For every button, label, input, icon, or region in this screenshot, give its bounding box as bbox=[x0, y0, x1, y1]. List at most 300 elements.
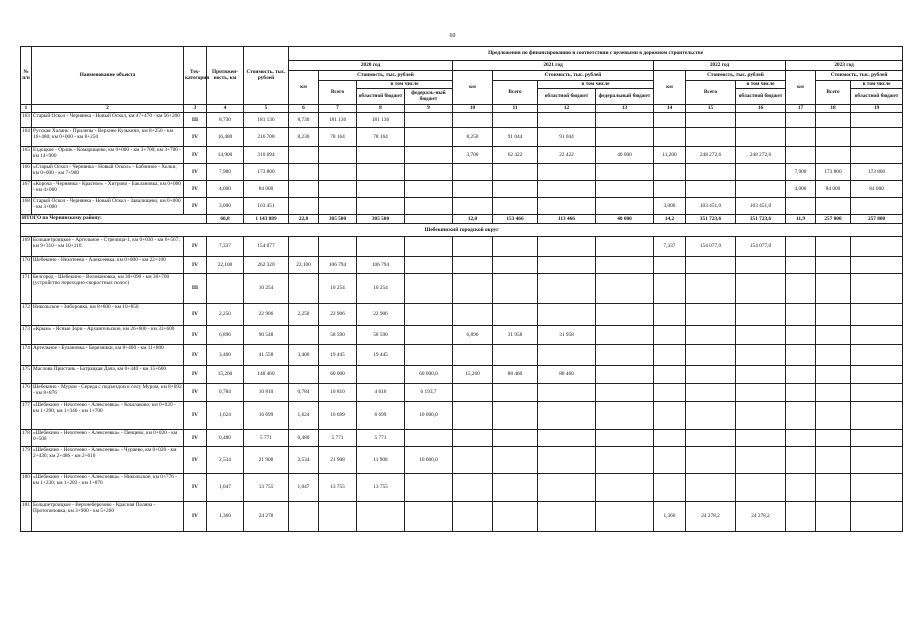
cell-c18 bbox=[816, 502, 851, 532]
object-name: Старый Оскол - Чернянка - Новый Оскол, км 47+470 - км 56+200 bbox=[32, 113, 184, 128]
row-number: 176 bbox=[21, 384, 32, 402]
cell-c9 bbox=[405, 164, 453, 181]
total-c8: 305 500 bbox=[357, 215, 405, 224]
cell-c14 bbox=[654, 274, 686, 304]
table-row bbox=[21, 345, 903, 366]
header-cost-sub: Стоимость, тыс. рублей bbox=[493, 71, 654, 81]
cell-c13 bbox=[596, 128, 654, 147]
total-c16: 351 723,6 bbox=[736, 215, 786, 224]
column-number: 14 bbox=[654, 105, 686, 113]
cell-c17 bbox=[786, 274, 816, 304]
cell-c15: 154 077,0 bbox=[686, 237, 736, 257]
cell-c16 bbox=[736, 384, 786, 402]
table-row bbox=[21, 164, 903, 181]
cell-cost: 310 694 bbox=[244, 147, 289, 164]
row-number: 178 bbox=[21, 430, 32, 447]
cell-c11 bbox=[493, 345, 538, 366]
cell-c7 bbox=[319, 164, 357, 181]
cell-c8: 181 136 bbox=[357, 113, 405, 128]
cell-c15 bbox=[686, 430, 736, 447]
tech-category: IV bbox=[184, 147, 207, 164]
table-row bbox=[21, 326, 903, 345]
cell-c6 bbox=[289, 366, 319, 384]
cell-c17 bbox=[786, 304, 816, 326]
column-number: 16 bbox=[736, 105, 786, 113]
total-c12: 113 466 bbox=[538, 215, 596, 224]
road-financing-table bbox=[20, 46, 903, 532]
header-including: в том числе bbox=[538, 81, 654, 89]
cell-c18 bbox=[816, 198, 851, 215]
cell-c8 bbox=[357, 164, 405, 181]
cell-cost: 10 254 bbox=[244, 274, 289, 304]
cell-c10 bbox=[453, 502, 493, 532]
cell-c14 bbox=[654, 366, 686, 384]
cell-c9 bbox=[405, 430, 453, 447]
row-number: 165 bbox=[21, 147, 32, 164]
cell-c6 bbox=[289, 326, 319, 345]
cell-c8: 6 699 bbox=[357, 402, 405, 430]
cell-c15 bbox=[686, 326, 736, 345]
cell-c7: 21 908 bbox=[319, 447, 357, 474]
cell-c13 bbox=[596, 447, 654, 474]
cell-c16: 103 451,0 bbox=[736, 198, 786, 215]
cell-c10: 15,260 bbox=[453, 366, 493, 384]
cell-c15 bbox=[686, 402, 736, 430]
row-number: 173 bbox=[21, 326, 32, 345]
cell-c8 bbox=[357, 181, 405, 198]
cell-c17 bbox=[786, 326, 816, 345]
column-number: 10 bbox=[453, 105, 493, 113]
cell-c14: 7,337 bbox=[654, 237, 686, 257]
cell-c15: 103 451,0 bbox=[686, 198, 736, 215]
cell-c19 bbox=[851, 304, 903, 326]
cell-c11: 31 958 bbox=[493, 326, 538, 345]
header-total: Всего bbox=[816, 81, 851, 105]
header-total: Всего bbox=[319, 81, 357, 105]
cell-c10 bbox=[453, 237, 493, 257]
cell-c11 bbox=[493, 502, 538, 532]
cell-c13: 40 000 bbox=[596, 147, 654, 164]
header-num: № п/п bbox=[21, 47, 32, 105]
cell-c8: 78 164 bbox=[357, 128, 405, 147]
cell-c10: 3,700 bbox=[453, 147, 493, 164]
cell-c18 bbox=[816, 447, 851, 474]
cell-c15: 248 272,6 bbox=[686, 147, 736, 164]
cell-c19 bbox=[851, 474, 903, 502]
cell-c12 bbox=[538, 402, 596, 430]
table-row bbox=[21, 113, 903, 128]
cell-cost: 13 755 bbox=[244, 474, 289, 502]
cell-c9: 6 193,7 bbox=[405, 384, 453, 402]
cell-c13 bbox=[596, 384, 654, 402]
cell-c11 bbox=[493, 384, 538, 402]
cell-c18 bbox=[816, 257, 851, 274]
row-number: 172 bbox=[21, 304, 32, 326]
cell-c14 bbox=[654, 345, 686, 366]
cell-c18 bbox=[816, 147, 851, 164]
cell-c8: 10 254 bbox=[357, 274, 405, 304]
table-row bbox=[21, 257, 903, 274]
header-cost-sub: Стоимость, тыс. рублей bbox=[319, 71, 453, 81]
cell-c6 bbox=[289, 274, 319, 304]
cell-len: 2,534 bbox=[207, 447, 244, 474]
cell-c6: 1,624 bbox=[289, 402, 319, 430]
cell-c13 bbox=[596, 181, 654, 198]
table-row bbox=[21, 304, 903, 326]
cell-c17 bbox=[786, 198, 816, 215]
tech-category: IV bbox=[184, 384, 207, 402]
cell-c12: 31 958 bbox=[538, 326, 596, 345]
cell-len: 0,784 bbox=[207, 384, 244, 402]
cell-c6: 8,730 bbox=[289, 113, 319, 128]
column-number: 4 bbox=[207, 105, 244, 113]
cell-cost: 16 699 bbox=[244, 402, 289, 430]
object-name: Ездоцкое - Орлик - Комарищево, км 0+000 - км 3+700; км 3+700 - км 14+900 bbox=[32, 147, 184, 164]
cell-c8: 58 590 bbox=[357, 326, 405, 345]
cell-c17 bbox=[786, 345, 816, 366]
object-name: Большетроицкое - Верхнеберезово - Красная Поляна - Протопоповка, км 3+900 - км 5+260 bbox=[32, 502, 184, 532]
cell-c7 bbox=[319, 181, 357, 198]
total-c13: 40 000 bbox=[596, 215, 654, 224]
cell-c18 bbox=[816, 237, 851, 257]
cell-c6 bbox=[289, 181, 319, 198]
header-including: в том числе bbox=[851, 81, 903, 89]
cell-c11 bbox=[493, 257, 538, 274]
object-name: Маслова Пристань - Батрацкая Дача, км 0+340 - км 15+600 bbox=[32, 366, 184, 384]
cell-c11 bbox=[493, 237, 538, 257]
cell-c6: 2,250 bbox=[289, 304, 319, 326]
row-number: 179 bbox=[21, 447, 32, 474]
cell-len: 3,400 bbox=[207, 345, 244, 366]
cell-c18: 84 000 bbox=[816, 181, 851, 198]
cell-len: 6,896 bbox=[207, 326, 244, 345]
cell-c9 bbox=[405, 274, 453, 304]
cell-c16 bbox=[736, 474, 786, 502]
cell-c19 bbox=[851, 384, 903, 402]
tech-category: IV bbox=[184, 366, 207, 384]
cell-len: 1,047 bbox=[207, 474, 244, 502]
tech-category: IV bbox=[184, 502, 207, 532]
cell-c8 bbox=[357, 147, 405, 164]
cell-c15 bbox=[686, 474, 736, 502]
cell-c19: 173 800 bbox=[851, 164, 903, 181]
tech-category: III bbox=[184, 274, 207, 304]
cell-c13 bbox=[596, 474, 654, 502]
cell-c11 bbox=[493, 430, 538, 447]
cell-c6 bbox=[289, 198, 319, 215]
cell-c10: 8,250 bbox=[453, 128, 493, 147]
cell-c16: 154 077,0 bbox=[736, 237, 786, 257]
cell-c19 bbox=[851, 502, 903, 532]
header-including: в том числе bbox=[736, 81, 786, 89]
tech-category: IV bbox=[184, 447, 207, 474]
cell-c15 bbox=[686, 274, 736, 304]
row-number: 170 bbox=[21, 257, 32, 274]
cell-len: 1,624 bbox=[207, 402, 244, 430]
cell-c16 bbox=[736, 257, 786, 274]
tech-category: IV bbox=[184, 402, 207, 430]
tech-category: IV bbox=[184, 304, 207, 326]
cell-c17 bbox=[786, 447, 816, 474]
column-number: 1 bbox=[21, 105, 32, 113]
cell-c6: 3,400 bbox=[289, 345, 319, 366]
cell-c14 bbox=[654, 113, 686, 128]
cell-len: 8,730 bbox=[207, 113, 244, 128]
cell-cost: 262 320 bbox=[244, 257, 289, 274]
tech-category: IV bbox=[184, 474, 207, 502]
total-label: ИТОГО по Чернянскому району: bbox=[21, 215, 207, 224]
cell-c7: 106 794 bbox=[319, 257, 357, 274]
cell-c18: 173 800 bbox=[816, 164, 851, 181]
object-name: «Шебекино - Нехотеево - Алексеевка» - Никольское, км 0+776 - км 1+230; км 1+283 - км 1+876 bbox=[32, 474, 184, 502]
header-including: в том числе bbox=[357, 81, 453, 89]
object-name: «Короча - Чернянка - Красное» - Хитрово - Баклановка, км 0+000 - км 4+000 bbox=[32, 181, 184, 198]
cell-cost: 24 278 bbox=[244, 502, 289, 532]
cell-len: 16,480 bbox=[207, 128, 244, 147]
cell-c12: 88 460 bbox=[538, 366, 596, 384]
header-year-2021: 2021 год bbox=[453, 61, 654, 71]
header-regional: областной бюджет bbox=[851, 89, 903, 105]
total-c7: 305 500 bbox=[319, 215, 357, 224]
cell-c18 bbox=[816, 304, 851, 326]
cell-c11 bbox=[493, 402, 538, 430]
cell-c9 bbox=[405, 502, 453, 532]
cell-c9 bbox=[405, 113, 453, 128]
table-row bbox=[21, 474, 903, 502]
cell-c12 bbox=[538, 502, 596, 532]
cell-c6: 2,534 bbox=[289, 447, 319, 474]
cell-c9 bbox=[405, 198, 453, 215]
cell-c16 bbox=[736, 164, 786, 181]
cell-c8: 13 755 bbox=[357, 474, 405, 502]
cell-cost: 216 708 bbox=[244, 128, 289, 147]
object-name: Старый Оскол - Чернянка - Новый Оскол - Завалищево, км 0+000 - км 3+000 bbox=[32, 198, 184, 215]
column-number: 6 bbox=[289, 105, 319, 113]
header-regional: областной бюджет bbox=[357, 89, 405, 105]
cell-c15 bbox=[686, 164, 736, 181]
header-year-2020: 2020 год bbox=[289, 61, 453, 71]
cell-c16 bbox=[736, 326, 786, 345]
header-federal: федеральный бюджет bbox=[596, 89, 654, 105]
cell-c7 bbox=[319, 198, 357, 215]
cell-c10 bbox=[453, 384, 493, 402]
header-cost-sub: Стоимость, тыс. рублей bbox=[686, 71, 786, 81]
table-row bbox=[21, 502, 903, 532]
cell-c19 bbox=[851, 447, 903, 474]
cell-c17 bbox=[786, 384, 816, 402]
cell-c10 bbox=[453, 274, 493, 304]
cell-c17 bbox=[786, 474, 816, 502]
cell-c14 bbox=[654, 326, 686, 345]
cell-c9: 60 000,0 bbox=[405, 366, 453, 384]
total-c6: 22,8 bbox=[289, 215, 319, 224]
cell-c16 bbox=[736, 304, 786, 326]
cell-c15 bbox=[686, 366, 736, 384]
cell-c6: 0,784 bbox=[289, 384, 319, 402]
cell-c18 bbox=[816, 430, 851, 447]
cell-c8 bbox=[357, 237, 405, 257]
cell-c12 bbox=[538, 237, 596, 257]
table-row bbox=[21, 384, 903, 402]
cell-c16 bbox=[736, 402, 786, 430]
cell-c19: 84 000 bbox=[851, 181, 903, 198]
cell-c13 bbox=[596, 326, 654, 345]
header-km: км bbox=[453, 71, 493, 105]
table-row bbox=[21, 198, 903, 215]
row-number: 163 bbox=[21, 113, 32, 128]
cell-c9 bbox=[405, 304, 453, 326]
cell-c12 bbox=[538, 447, 596, 474]
header-total: Всего bbox=[493, 81, 538, 105]
cell-len: 7,900 bbox=[207, 164, 244, 181]
cell-c8: 22 906 bbox=[357, 304, 405, 326]
cell-c9 bbox=[405, 326, 453, 345]
column-number: 7 bbox=[319, 105, 357, 113]
cell-c9: 10 000,0 bbox=[405, 447, 453, 474]
cell-c18 bbox=[816, 474, 851, 502]
cell-cost: 181 136 bbox=[244, 113, 289, 128]
cell-c9 bbox=[405, 474, 453, 502]
total-c11: 153 466 bbox=[493, 215, 538, 224]
cell-c11: 91 044 bbox=[493, 128, 538, 147]
cell-c14 bbox=[654, 384, 686, 402]
cell-c14 bbox=[654, 474, 686, 502]
header-cost: Стоимость, тыс. рублей bbox=[244, 47, 289, 105]
cell-len: 7,337 bbox=[207, 237, 244, 257]
cell-c19 bbox=[851, 326, 903, 345]
cell-len: 1,360 bbox=[207, 502, 244, 532]
cell-c7: 16 699 bbox=[319, 402, 357, 430]
header-total: Всего bbox=[686, 81, 736, 105]
column-number: 5 bbox=[244, 105, 289, 113]
cell-c9 bbox=[405, 237, 453, 257]
cell-c9: 10 000,0 bbox=[405, 402, 453, 430]
total-cost: 1 143 889 bbox=[244, 215, 289, 224]
object-name: «Крым» - Ясные Зори - Архангельское, км 26+600 - км 33+600 bbox=[32, 326, 184, 345]
object-name: «Старый Оскол - Чернянка - Новый Оскол» - Бабчиное - Холки, км 0+000 - км 7+900 bbox=[32, 164, 184, 181]
cell-cost: 173 800 bbox=[244, 164, 289, 181]
cell-len: 4,000 bbox=[207, 181, 244, 198]
cell-c10 bbox=[453, 447, 493, 474]
column-number: 8 bbox=[357, 105, 405, 113]
cell-c12 bbox=[538, 164, 596, 181]
cell-c15 bbox=[686, 128, 736, 147]
cell-c14 bbox=[654, 257, 686, 274]
cell-c16 bbox=[736, 128, 786, 147]
row-number: 177 bbox=[21, 402, 32, 430]
cell-c18 bbox=[816, 366, 851, 384]
cell-c14 bbox=[654, 164, 686, 181]
header-km: км bbox=[654, 71, 686, 105]
cell-cost: 21 908 bbox=[244, 447, 289, 474]
cell-c16 bbox=[736, 430, 786, 447]
cell-c14: 3,000 bbox=[654, 198, 686, 215]
row-number: 180 bbox=[21, 474, 32, 502]
cell-c14: 1,360 bbox=[654, 502, 686, 532]
cell-len: 3,000 bbox=[207, 198, 244, 215]
table-row bbox=[21, 447, 903, 474]
cell-cost: 22 906 bbox=[244, 304, 289, 326]
cell-c7: 181 136 bbox=[319, 113, 357, 128]
header-cost-sub: Стоимость, тыс. рублей bbox=[816, 71, 903, 81]
cell-c11 bbox=[493, 164, 538, 181]
cell-c13 bbox=[596, 257, 654, 274]
cell-len: 22,100 bbox=[207, 257, 244, 274]
header-year-2022: 2022 год bbox=[654, 61, 786, 71]
column-number: 11 bbox=[493, 105, 538, 113]
cell-c13 bbox=[596, 274, 654, 304]
column-number: 13 bbox=[596, 105, 654, 113]
cell-c15 bbox=[686, 384, 736, 402]
total-c9 bbox=[405, 215, 453, 224]
cell-c9 bbox=[405, 257, 453, 274]
cell-c7 bbox=[319, 147, 357, 164]
header-category: Тех-категория bbox=[184, 47, 207, 105]
column-number: 12 bbox=[538, 105, 596, 113]
cell-c6: 0,480 bbox=[289, 430, 319, 447]
column-number: 15 bbox=[686, 105, 736, 113]
cell-c7 bbox=[319, 502, 357, 532]
column-number: 2 bbox=[32, 105, 184, 113]
total-c14: 14,2 bbox=[654, 215, 686, 224]
cell-c8 bbox=[357, 366, 405, 384]
cell-c15 bbox=[686, 345, 736, 366]
tech-category: IV bbox=[184, 345, 207, 366]
cell-c16 bbox=[736, 366, 786, 384]
header-length: Протяжен-ность, км bbox=[207, 47, 244, 105]
cell-c19 bbox=[851, 128, 903, 147]
cell-c17: 4,000 bbox=[786, 181, 816, 198]
cell-c7: 78 164 bbox=[319, 128, 357, 147]
header-km: км bbox=[289, 71, 319, 105]
cell-c11 bbox=[493, 447, 538, 474]
cell-c11 bbox=[493, 304, 538, 326]
row-number: 167 bbox=[21, 181, 32, 198]
cell-c14 bbox=[654, 402, 686, 430]
cell-c11 bbox=[493, 181, 538, 198]
total-row bbox=[21, 215, 903, 224]
cell-c6: 8,230 bbox=[289, 128, 319, 147]
cell-c17 bbox=[786, 502, 816, 532]
cell-c6 bbox=[289, 237, 319, 257]
row-number: 171 bbox=[21, 274, 32, 304]
cell-c9 bbox=[405, 147, 453, 164]
table-row bbox=[21, 181, 903, 198]
cell-len: 14,900 bbox=[207, 147, 244, 164]
object-name: Шебекино - Муром - Середа с подъездом к селу Муром, км 8+092 - км 8+876 bbox=[32, 384, 184, 402]
cell-c7: 5 771 bbox=[319, 430, 357, 447]
cell-c12: 91 044 bbox=[538, 128, 596, 147]
cell-c19 bbox=[851, 147, 903, 164]
cell-c17 bbox=[786, 147, 816, 164]
cell-c9 bbox=[405, 181, 453, 198]
cell-c19 bbox=[851, 257, 903, 274]
cell-c11 bbox=[493, 113, 538, 128]
row-number: 175 bbox=[21, 366, 32, 384]
cell-c6: 22,100 bbox=[289, 257, 319, 274]
row-number: 181 bbox=[21, 502, 32, 532]
cell-c15 bbox=[686, 113, 736, 128]
cell-c7: 10 254 bbox=[319, 274, 357, 304]
table-row bbox=[21, 147, 903, 164]
table-row bbox=[21, 128, 903, 147]
cell-c6: 1,047 bbox=[289, 474, 319, 502]
tech-category: IV bbox=[184, 128, 207, 147]
cell-c7 bbox=[319, 237, 357, 257]
total-c18: 257 800 bbox=[816, 215, 851, 224]
cell-c7: 22 906 bbox=[319, 304, 357, 326]
cell-c12 bbox=[538, 474, 596, 502]
